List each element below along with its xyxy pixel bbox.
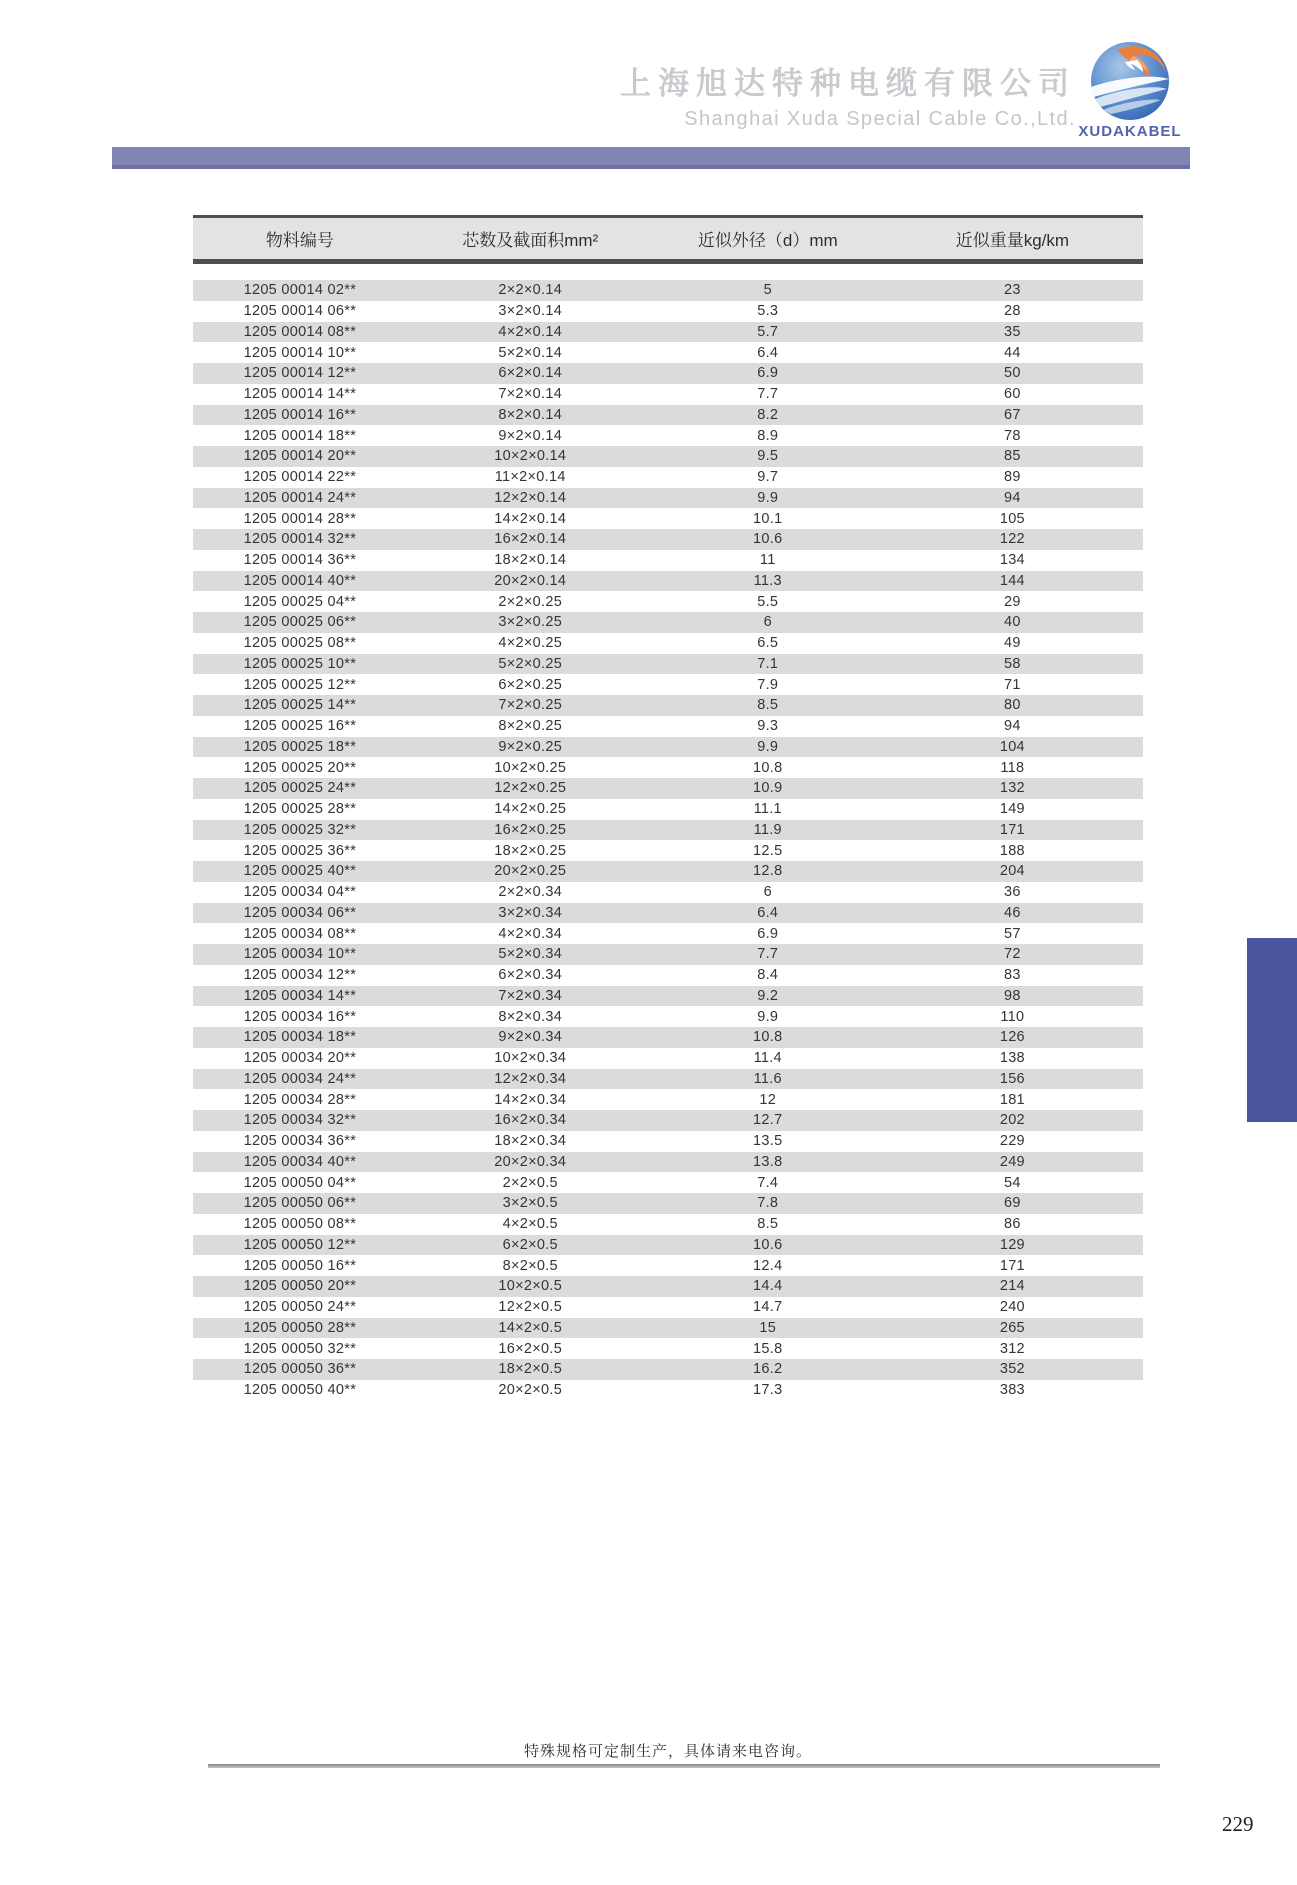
cell-outer-diameter: 9.9 [757, 489, 779, 506]
table-row [193, 923, 1143, 944]
cell-weight: 98 [1004, 987, 1021, 1004]
table-row [193, 903, 1143, 924]
table-row [193, 1193, 1143, 1214]
cell-core-spec: 5×2×0.34 [498, 946, 563, 963]
table-row [193, 654, 1143, 675]
logo-wordmark: XUDAKABEL [1078, 123, 1182, 140]
table-row [193, 488, 1143, 509]
table-row [193, 508, 1143, 529]
cell-material-no: 1205 00050 06** [243, 1195, 357, 1212]
cell-weight: 60 [1004, 386, 1021, 403]
column-header-core-spec: 芯数及截面积mm² [462, 231, 599, 250]
section-side-tab [1247, 938, 1297, 1122]
cell-outer-diameter: 7.7 [757, 946, 779, 963]
cell-weight: 54 [1004, 1174, 1021, 1191]
cell-weight: 23 [1004, 282, 1021, 299]
cell-outer-diameter: 6.4 [757, 344, 779, 361]
cell-outer-diameter: 8.4 [757, 967, 779, 984]
table-body [193, 280, 1143, 1401]
column-header-weight: 近似重量kg/km [955, 231, 1070, 250]
cell-weight: 229 [999, 1133, 1025, 1150]
table-row [193, 633, 1143, 654]
cell-outer-diameter: 16.2 [753, 1361, 783, 1378]
cell-material-no: 1205 00050 28** [243, 1319, 357, 1336]
table-row [193, 840, 1143, 861]
table-row [193, 1131, 1143, 1152]
cell-outer-diameter: 11.6 [753, 1070, 782, 1087]
cell-weight: 118 [1000, 759, 1025, 776]
table-row [193, 363, 1143, 384]
table-row [193, 716, 1143, 737]
cell-core-spec: 9×2×0.14 [498, 427, 563, 444]
cell-core-spec: 8×2×0.14 [498, 406, 563, 423]
cell-material-no: 1205 00014 06** [243, 303, 357, 320]
cell-material-no: 1205 00025 16** [243, 718, 357, 735]
cell-outer-diameter: 12.8 [753, 863, 783, 880]
cell-core-spec: 16×2×0.25 [494, 821, 567, 838]
cell-core-spec: 10×2×0.25 [494, 759, 567, 776]
cell-core-spec: 8×2×0.34 [498, 1008, 563, 1025]
cell-weight: 188 [999, 842, 1025, 859]
cell-outer-diameter: 7.9 [757, 676, 779, 693]
cell-core-spec: 6×2×0.25 [498, 676, 563, 693]
cell-core-spec: 3×2×0.14 [498, 303, 563, 320]
cell-weight: 105 [999, 510, 1025, 527]
cell-weight: 240 [999, 1299, 1025, 1316]
cell-outer-diameter: 6.5 [757, 635, 779, 652]
cell-outer-diameter: 10.6 [753, 1236, 783, 1253]
cell-outer-diameter: 15 [759, 1319, 777, 1336]
cell-weight: 44 [1004, 344, 1021, 361]
cell-material-no: 1205 00014 32** [243, 531, 357, 548]
table-row [193, 612, 1143, 633]
cell-outer-diameter: 11.9 [753, 821, 782, 838]
table-row [193, 467, 1143, 488]
cell-core-spec: 9×2×0.34 [498, 1029, 563, 1046]
cell-core-spec: 2×2×0.5 [502, 1174, 558, 1191]
column-header-outer-diameter: 近似外径（d）mm [697, 231, 838, 250]
cell-core-spec: 2×2×0.34 [498, 884, 563, 901]
company-logo [1076, 40, 1184, 140]
cell-weight: 80 [1004, 697, 1021, 714]
cell-outer-diameter: 10.9 [753, 780, 783, 797]
cell-outer-diameter: 15.8 [753, 1340, 783, 1357]
cell-core-spec: 18×2×0.25 [494, 842, 567, 859]
cell-outer-diameter: 5.5 [757, 593, 779, 610]
cell-core-spec: 10×2×0.14 [494, 448, 567, 465]
cell-weight: 36 [1004, 884, 1021, 901]
table-row [193, 446, 1143, 467]
cell-material-no: 1205 00025 08** [243, 635, 357, 652]
cell-weight: 204 [999, 863, 1025, 880]
cell-core-spec: 4×2×0.34 [498, 925, 563, 942]
cell-outer-diameter: 5.3 [757, 303, 779, 320]
cell-core-spec: 16×2×0.34 [494, 1112, 567, 1129]
cell-weight: 69 [1004, 1195, 1021, 1212]
cell-core-spec: 3×2×0.5 [502, 1195, 558, 1212]
company-name-zh: 上海旭达特种电缆有限公司 [620, 66, 1076, 101]
company-name-en: Shanghai Xuda Special Cable Co.,Ltd. [684, 108, 1076, 130]
cell-weight: 110 [1000, 1008, 1025, 1025]
cell-outer-diameter: 13.5 [753, 1133, 783, 1150]
table-row [193, 322, 1143, 343]
cell-weight: 72 [1004, 946, 1021, 963]
cell-weight: 171 [999, 1257, 1025, 1274]
cell-material-no: 1205 00050 20** [243, 1278, 357, 1295]
table-row [193, 1089, 1143, 1110]
cell-core-spec: 12×2×0.14 [494, 489, 567, 506]
cell-weight: 156 [999, 1070, 1025, 1087]
cell-material-no: 1205 00034 04** [243, 884, 357, 901]
cell-outer-diameter: 14.7 [753, 1299, 783, 1316]
cell-core-spec: 8×2×0.25 [498, 718, 563, 735]
cell-core-spec: 7×2×0.34 [498, 987, 563, 1004]
cell-material-no: 1205 00014 16** [243, 406, 357, 423]
table-row [193, 1214, 1143, 1235]
header-divider-band [112, 147, 1190, 169]
cell-weight: 49 [1004, 635, 1021, 652]
cell-outer-diameter: 10.1 [753, 510, 783, 527]
cell-core-spec: 3×2×0.25 [498, 614, 563, 631]
cell-weight: 83 [1004, 967, 1021, 984]
footer-divider [208, 1764, 1160, 1768]
table-row [193, 695, 1143, 716]
cell-outer-diameter: 14.4 [753, 1278, 783, 1295]
cell-outer-diameter: 10.6 [753, 531, 783, 548]
cell-core-spec: 10×2×0.5 [498, 1278, 563, 1295]
cell-core-spec: 5×2×0.25 [498, 655, 563, 672]
cell-weight: 138 [999, 1050, 1025, 1067]
cell-outer-diameter: 9.3 [757, 718, 779, 735]
table-row [193, 1359, 1143, 1380]
cell-weight: 383 [999, 1382, 1025, 1399]
cell-material-no: 1205 00034 12** [243, 967, 357, 984]
cell-material-no: 1205 00034 28** [243, 1091, 357, 1108]
cell-weight: 265 [999, 1319, 1025, 1336]
cell-core-spec: 14×2×0.25 [494, 801, 567, 818]
cell-outer-diameter: 6.9 [757, 925, 779, 942]
table-row [193, 1276, 1143, 1297]
cell-material-no: 1205 00034 32** [243, 1112, 357, 1129]
table-row [193, 550, 1143, 571]
table-row [193, 1255, 1143, 1276]
cell-core-spec: 7×2×0.14 [498, 386, 563, 403]
cell-core-spec: 4×2×0.5 [502, 1216, 558, 1233]
cell-outer-diameter: 9.5 [757, 448, 779, 465]
cell-material-no: 1205 00034 36** [243, 1133, 357, 1150]
cell-material-no: 1205 00050 32** [243, 1340, 357, 1357]
cell-material-no: 1205 00034 10** [243, 946, 357, 963]
cell-material-no: 1205 00014 20** [243, 448, 357, 465]
cell-material-no: 1205 00050 40** [243, 1382, 357, 1399]
cell-outer-diameter: 13.8 [753, 1153, 783, 1170]
cell-outer-diameter: 7.1 [757, 655, 779, 672]
cell-weight: 214 [999, 1278, 1025, 1295]
cell-core-spec: 8×2×0.5 [502, 1257, 558, 1274]
cell-outer-diameter: 8.5 [757, 1216, 779, 1233]
cell-weight: 249 [999, 1153, 1025, 1170]
cell-material-no: 1205 00014 24** [243, 489, 357, 506]
table-row [193, 944, 1143, 965]
cell-outer-diameter: 8.2 [757, 406, 779, 423]
company-header [620, 58, 1076, 131]
cell-weight: 181 [999, 1091, 1025, 1108]
cell-material-no: 1205 00034 16** [243, 1008, 357, 1025]
globe-logo-icon [1089, 40, 1171, 122]
cell-core-spec: 6×2×0.14 [498, 365, 563, 382]
cell-material-no: 1205 00025 40** [243, 863, 357, 880]
table-row [193, 1235, 1143, 1256]
cell-outer-diameter: 11.4 [753, 1050, 782, 1067]
cell-core-spec: 10×2×0.34 [494, 1050, 567, 1067]
table-header-row [193, 215, 1143, 264]
table-row [193, 737, 1143, 758]
cell-material-no: 1205 00050 24** [243, 1299, 357, 1316]
cell-weight: 46 [1004, 904, 1021, 921]
page-number: 229 [1222, 1812, 1254, 1836]
table-row [193, 342, 1143, 363]
cell-material-no: 1205 00014 02** [243, 282, 357, 299]
cell-outer-diameter: 11.1 [753, 801, 782, 818]
cell-outer-diameter: 11.3 [753, 572, 782, 589]
cell-weight: 58 [1004, 655, 1021, 672]
table-row [193, 301, 1143, 322]
cell-outer-diameter: 8.9 [757, 427, 779, 444]
cell-material-no: 1205 00025 14** [243, 697, 357, 714]
cell-outer-diameter: 11 [759, 552, 776, 569]
cell-weight: 86 [1004, 1216, 1021, 1233]
cell-material-no: 1205 00025 36** [243, 842, 357, 859]
cell-core-spec: 18×2×0.14 [494, 552, 567, 569]
cell-weight: 35 [1004, 323, 1021, 340]
cell-core-spec: 12×2×0.25 [494, 780, 567, 797]
cell-weight: 171 [999, 821, 1025, 838]
cell-outer-diameter: 9.7 [757, 469, 779, 486]
cell-weight: 50 [1004, 365, 1021, 382]
table-row [193, 965, 1143, 986]
cell-outer-diameter: 7.7 [757, 386, 779, 403]
cell-outer-diameter: 7.8 [757, 1195, 779, 1212]
table-row [193, 1069, 1143, 1090]
cell-material-no: 1205 00034 06** [243, 904, 357, 921]
cell-core-spec: 16×2×0.5 [498, 1340, 563, 1357]
cell-core-spec: 11×2×0.14 [494, 469, 566, 486]
cell-core-spec: 4×2×0.14 [498, 323, 563, 340]
cell-outer-diameter: 12.4 [753, 1257, 783, 1274]
cell-core-spec: 3×2×0.34 [498, 904, 563, 921]
cell-weight: 85 [1004, 448, 1021, 465]
cell-material-no: 1205 00025 24** [243, 780, 357, 797]
table-row [193, 820, 1143, 841]
cell-material-no: 1205 00050 16** [243, 1257, 357, 1274]
table-row [193, 757, 1143, 778]
cell-material-no: 1205 00025 12** [243, 676, 357, 693]
cell-weight: 352 [999, 1361, 1025, 1378]
cell-material-no: 1205 00034 40** [243, 1153, 357, 1170]
cell-outer-diameter: 12.7 [753, 1112, 783, 1129]
table-row [193, 1380, 1143, 1401]
cell-material-no: 1205 00014 12** [243, 365, 357, 382]
cell-material-no: 1205 00050 04** [243, 1174, 357, 1191]
table-row [193, 861, 1143, 882]
table-row [193, 986, 1143, 1007]
cell-weight: 144 [999, 572, 1025, 589]
cell-weight: 149 [999, 801, 1025, 818]
cell-material-no: 1205 00034 18** [243, 1029, 357, 1046]
table-row [193, 571, 1143, 592]
cell-material-no: 1205 00025 10** [243, 655, 357, 672]
cell-core-spec: 12×2×0.5 [498, 1299, 563, 1316]
cell-material-no: 1205 00025 06** [243, 614, 357, 631]
cell-core-spec: 20×2×0.34 [494, 1153, 567, 1170]
table-row [193, 425, 1143, 446]
cell-weight: 132 [999, 780, 1025, 797]
cell-weight: 71 [1004, 676, 1021, 693]
table-row [193, 1152, 1143, 1173]
cell-core-spec: 14×2×0.14 [494, 510, 567, 527]
cell-material-no: 1205 00014 36** [243, 552, 357, 569]
cell-outer-diameter: 6 [763, 614, 772, 631]
cell-weight: 312 [999, 1340, 1025, 1357]
cell-material-no: 1205 00014 18** [243, 427, 357, 444]
cell-core-spec: 4×2×0.25 [498, 635, 563, 652]
table-row [193, 384, 1143, 405]
column-header-material-no: 物料编号 [265, 231, 334, 250]
cell-core-spec: 16×2×0.14 [494, 531, 567, 548]
cell-core-spec: 14×2×0.5 [498, 1319, 563, 1336]
cell-weight: 104 [999, 738, 1025, 755]
table-row [193, 778, 1143, 799]
cell-material-no: 1205 00034 20** [243, 1050, 357, 1067]
cell-outer-diameter: 9.2 [757, 987, 779, 1004]
cell-material-no: 1205 00014 14** [243, 386, 357, 403]
cell-outer-diameter: 6.9 [757, 365, 779, 382]
cell-outer-diameter: 5.7 [757, 323, 779, 340]
cell-weight: 126 [999, 1029, 1025, 1046]
cell-material-no: 1205 00014 08** [243, 323, 357, 340]
table-row [193, 674, 1143, 695]
cell-weight: 57 [1004, 925, 1021, 942]
cell-weight: 129 [999, 1236, 1025, 1253]
cell-material-no: 1205 00025 04** [243, 593, 357, 610]
cell-weight: 29 [1004, 593, 1021, 610]
cell-core-spec: 7×2×0.25 [498, 697, 563, 714]
cell-core-spec: 20×2×0.5 [498, 1382, 563, 1399]
cell-core-spec: 9×2×0.25 [498, 738, 563, 755]
cell-outer-diameter: 12.5 [753, 842, 783, 859]
cell-material-no: 1205 00025 18** [243, 738, 357, 755]
table-row [193, 405, 1143, 426]
cell-core-spec: 6×2×0.34 [498, 967, 563, 984]
table-row [193, 591, 1143, 612]
cell-material-no: 1205 00014 40** [243, 572, 357, 589]
table-row [193, 1110, 1143, 1131]
cell-core-spec: 12×2×0.34 [494, 1070, 567, 1087]
cell-material-no: 1205 00025 28** [243, 801, 357, 818]
cell-material-no: 1205 00025 20** [243, 759, 357, 776]
cell-outer-diameter: 17.3 [753, 1382, 783, 1399]
cell-material-no: 1205 00014 28** [243, 510, 357, 527]
cell-outer-diameter: 5 [763, 282, 772, 299]
cell-outer-diameter: 7.4 [757, 1174, 779, 1191]
cell-core-spec: 5×2×0.14 [498, 344, 563, 361]
cell-outer-diameter: 10.8 [753, 1029, 783, 1046]
cell-material-no: 1205 00025 32** [243, 821, 357, 838]
table-row [193, 280, 1143, 301]
cell-core-spec: 6×2×0.5 [502, 1236, 558, 1253]
cell-material-no: 1205 00034 08** [243, 925, 357, 942]
cell-weight: 40 [1004, 614, 1021, 631]
cell-material-no: 1205 00050 12** [243, 1236, 357, 1253]
cell-core-spec: 20×2×0.14 [494, 572, 567, 589]
cell-material-no: 1205 00034 14** [243, 987, 357, 1004]
cell-outer-diameter: 9.9 [757, 738, 779, 755]
cell-outer-diameter: 6.4 [757, 904, 779, 921]
cell-weight: 28 [1004, 303, 1021, 320]
table-row [193, 1006, 1143, 1027]
cell-weight: 78 [1004, 427, 1021, 444]
cell-core-spec: 18×2×0.5 [498, 1361, 563, 1378]
cell-weight: 89 [1004, 469, 1021, 486]
cell-weight: 122 [999, 531, 1025, 548]
cell-weight: 94 [1004, 718, 1021, 735]
cell-weight: 134 [999, 552, 1025, 569]
cell-weight: 94 [1004, 489, 1021, 506]
cell-core-spec: 18×2×0.34 [494, 1133, 567, 1150]
cell-material-no: 1205 00014 10** [243, 344, 357, 361]
table-row [193, 529, 1143, 550]
cell-material-no: 1205 00014 22** [243, 469, 357, 486]
table-row [193, 1027, 1143, 1048]
cell-core-spec: 2×2×0.14 [498, 282, 563, 299]
cell-outer-diameter: 12 [759, 1091, 777, 1108]
footer-note: 特殊规格可定制生产，具体请来电咨询。 [523, 1743, 812, 1760]
table-row [193, 1338, 1143, 1359]
cell-core-spec: 14×2×0.34 [494, 1091, 567, 1108]
cable-spec-table [193, 215, 1143, 1401]
cell-outer-diameter: 8.5 [757, 697, 779, 714]
cell-core-spec: 2×2×0.25 [498, 593, 563, 610]
table-row [193, 799, 1143, 820]
table-row [193, 1318, 1143, 1339]
table-row [193, 882, 1143, 903]
table-row [193, 1172, 1143, 1193]
cell-outer-diameter: 9.9 [757, 1008, 779, 1025]
cell-weight: 202 [999, 1112, 1025, 1129]
table-row [193, 1048, 1143, 1069]
cell-outer-diameter: 6 [763, 884, 772, 901]
cell-material-no: 1205 00050 08** [243, 1216, 357, 1233]
cell-outer-diameter: 10.8 [753, 759, 783, 776]
cell-material-no: 1205 00034 24** [243, 1070, 357, 1087]
cell-material-no: 1205 00050 36** [243, 1361, 357, 1378]
cell-weight: 67 [1004, 406, 1021, 423]
table-row [193, 1297, 1143, 1318]
cell-core-spec: 20×2×0.25 [494, 863, 567, 880]
